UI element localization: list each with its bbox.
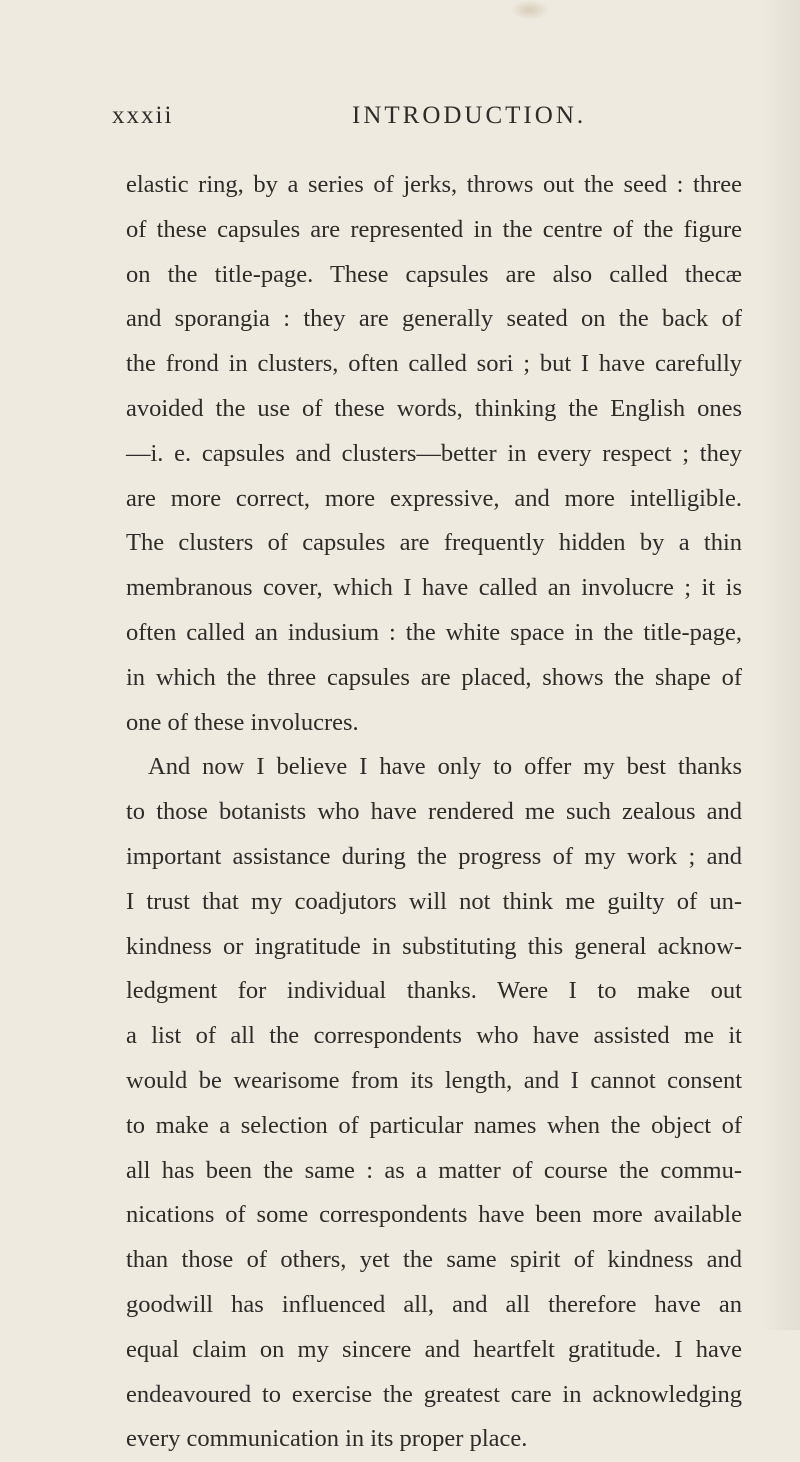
text-line: a list of all the correspondents who have assisted me it — [126, 1022, 742, 1050]
text-line: to those botanists who have rendered me such zealous and — [126, 798, 742, 826]
text-line: nications of some correspondents have been more available — [126, 1201, 742, 1229]
text-line: important assistance during the progress of my work ; and — [126, 842, 742, 870]
text-line: goodwill has influenced all, and all therefore have an — [126, 1290, 742, 1318]
paragraph-end-line: one of these involucres. — [126, 708, 359, 736]
text-line: in which the three capsules are placed, shows the shape of — [126, 663, 742, 691]
text-line: all has been the same : as a matter of course the commu- — [126, 1156, 742, 1184]
text-line: the frond in clusters, often called sori ; but I have carefully — [126, 350, 742, 378]
text-line: kindness or ingratitude in substituting this general acknow- — [126, 932, 742, 960]
text-line: avoided the use of these words, thinking the English ones — [126, 394, 742, 422]
text-line: to make a selection of particular names when the object of — [126, 1111, 742, 1139]
body-text — [126, 163, 742, 1462]
running-head — [112, 102, 730, 142]
text-line: of these capsules are represented in the centre of the figure — [126, 215, 742, 243]
text-line: —i. e. capsules and clusters—better in every respect ; they — [126, 439, 742, 467]
paragraph-end-line: every communication in its proper place. — [126, 1425, 528, 1453]
text-line: endeavoured to exercise the greatest care in acknowledging — [126, 1380, 742, 1408]
text-line: membranous cover, which I have called an involucre ; it is — [126, 574, 742, 602]
paragraph-start-line: And now I believe I have only to offer my best thanks — [148, 753, 742, 781]
text-line: The clusters of capsules are frequently hidden by a thin — [126, 529, 742, 557]
text-line: than those of others, yet the same spirit of kindness and — [126, 1246, 742, 1274]
text-line: elastic ring, by a series of jerks, throws out the seed : three — [126, 171, 742, 198]
text-line: often called an indusium : the white space in the title-page, — [126, 618, 742, 646]
text-line: are more correct, more expressive, and more intelligible. — [126, 484, 742, 512]
text-line: would be wearisome from its length, and I cannot consent — [126, 1066, 742, 1094]
text-line: I trust that my coadjutors will not think me guilty of un- — [126, 887, 742, 915]
text-line: equal claim on my sincere and heartfelt gratitude. I have — [126, 1335, 742, 1363]
running-title: INTRODUCTION. — [352, 102, 587, 129]
paper-stain — [510, 0, 550, 20]
page-number: xxxii — [112, 102, 174, 129]
text-line: on the title-page. These capsules are also called thecæ — [126, 260, 742, 288]
text-line: ledgment for individual thanks. Were I to make out — [126, 977, 742, 1005]
text-line: and sporangia : they are generally seated on the back of — [126, 305, 742, 333]
